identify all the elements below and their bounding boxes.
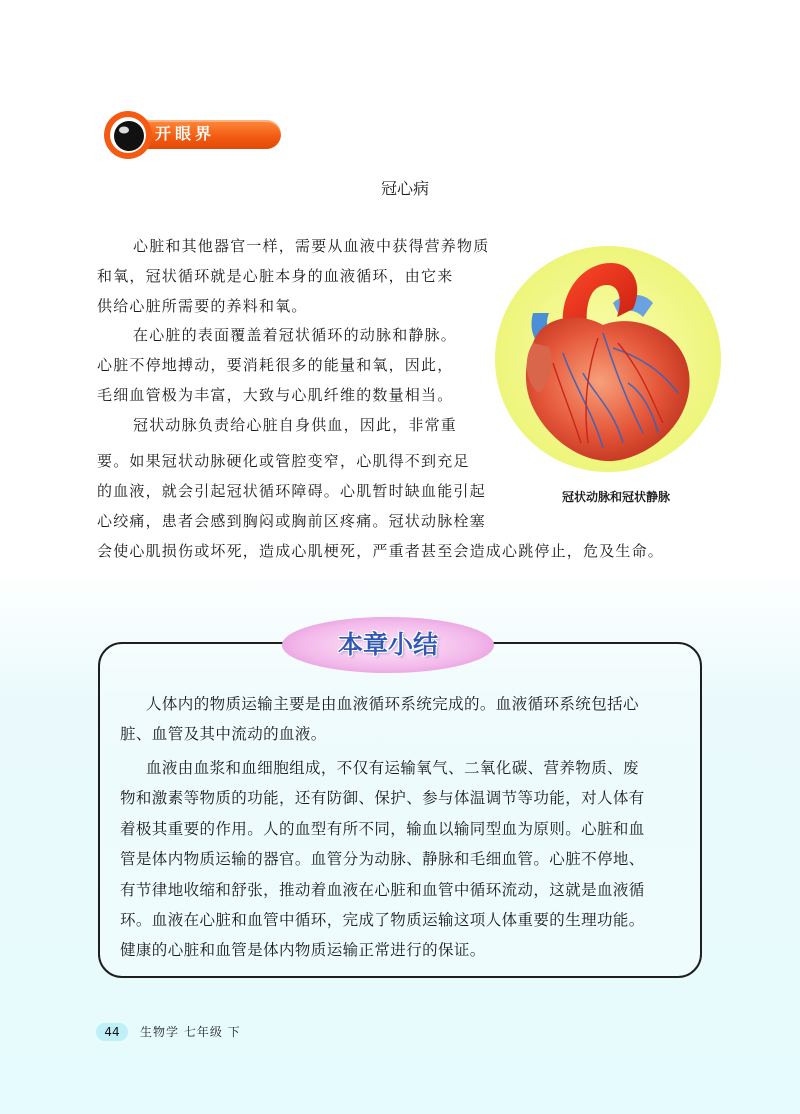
article-line: 的血液，就会引起冠状循环障碍。心肌暂时缺血能引起 xyxy=(97,482,486,500)
article-line: 在心脏的表面覆盖着冠状循环的动脉和静脉。 xyxy=(133,326,458,344)
article-line: 供给心脏所需要的养料和氧。 xyxy=(97,297,308,315)
article-line: 心脏和其他器官一样，需要从血液中获得营养物质 xyxy=(133,237,490,255)
section-banner xyxy=(103,110,283,160)
summary-line: 人体内的物质运输主要是由血液循环系统完成的。血液循环系统包括心 xyxy=(146,695,639,713)
article-line: 心绞痛，患者会感到胸闷或胸前区疼痛。冠状动脉栓塞 xyxy=(97,512,486,530)
banner-label: 开眼界 xyxy=(155,124,216,143)
eye-icon xyxy=(103,110,153,160)
article-line: 冠状动脉负责给心脏自身供血，因此，非常重 xyxy=(133,416,458,434)
article-line: 要。如果冠状动脉硬化或管腔变窄，心肌得不到充足 xyxy=(97,452,470,470)
article-line: 毛细血管极为丰富，大致与心肌纤维的数量相当。 xyxy=(97,386,454,404)
summary-line: 血液由血浆和血细胞组成，不仅有运输氧气、二氧化碳、营养物质、废 xyxy=(146,759,639,777)
summary-line: 环。血液在心脏和血管中循环，完成了物质运输这项人体重要的生理功能。 xyxy=(120,911,645,929)
summary-header xyxy=(278,613,498,677)
summary-line: 脏、血管及其中流动的血液。 xyxy=(120,725,327,743)
summary-line: 有节律地收缩和舒张，推动着血液在心脏和血管中循环流动，这就是血液循 xyxy=(120,881,645,899)
article-line: 心脏不停地搏动，要消耗很多的能量和氧，因此， xyxy=(97,356,454,374)
summary-line: 健康的心脏和血管是体内物质运输正常进行的保证。 xyxy=(120,941,486,959)
page-number: 44 xyxy=(96,1023,128,1041)
heart-illustration xyxy=(493,243,723,475)
summary-line: 管是体内物质运输的器官。血管分为动脉、静脉和毛细血管。心脏不停地、 xyxy=(120,850,645,868)
summary-line: 着极其重要的作用。人的血型有所不同，输血以输同型血为原则。心脏和血 xyxy=(120,820,645,838)
figure-caption: 冠状动脉和冠状静脉 xyxy=(561,490,670,504)
summary-title: 本章小结 xyxy=(337,630,438,659)
summary-line: 物和激素等物质的功能，还有防御、保护、参与体温调节等功能，对人体有 xyxy=(120,789,645,807)
book-title: 生物学 七年级 下 xyxy=(140,1025,241,1039)
article-line: 会使心肌损伤或坏死，造成心肌梗死，严重者甚至会造成心跳停止，危及生命。 xyxy=(97,542,665,560)
article-line: 和氧，冠状循环就是心脏本身的血液循环，由它来 xyxy=(97,267,454,285)
article-title: 冠心病 xyxy=(380,179,429,198)
